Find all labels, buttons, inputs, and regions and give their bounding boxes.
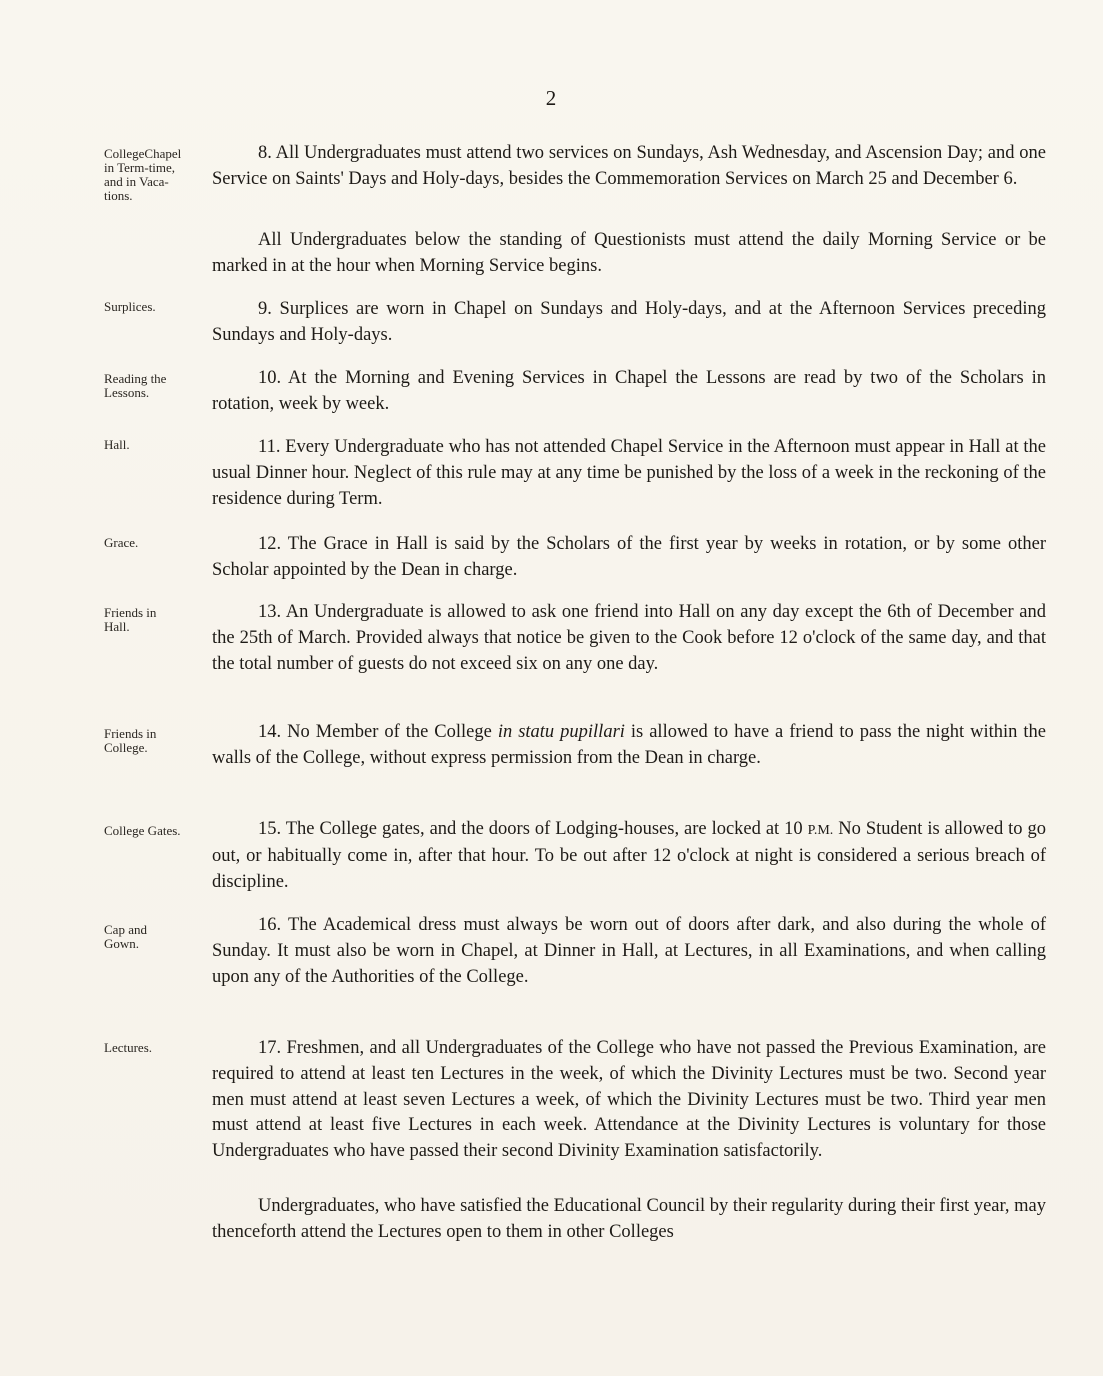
margin-note: Friends in Hall. [104,605,157,634]
paragraph: 8. All Undergraduates must attend two services on Sundays, Ash Wednesday, and Ascension Day; and one Service on Saints' Days and Holy-days, besides the Commemoration Services on March 25 and December 6. [212,143,1046,189]
margin-note: Cap and Gown. [104,922,147,951]
paragraph-text: No Student is allowed to go out, or habitually come in, after that hour. To be out after 12 o'clock at night is considered a serious breach of discipline. [212,819,1046,892]
margin-note: Hall. [104,437,130,452]
paragraph-text: 15. The College gates, and the doors of Lodging-houses, are locked at 10 [258,819,808,839]
margin-note: Friends in College. [104,726,157,755]
latin-phrase: in statu pupillari [497,722,625,742]
time-suffix: P.M. [807,823,834,838]
paragraph: 16. The Academical dress must always be worn out of doors after dark, and also during the whole of Sunday. It must also be worn in Chapel, at Dinner in Hall, at Lectures, in all Examinations, and when calling upon any of the Authorities of the College. [212,915,1046,987]
paragraph: 13. An Undergraduate is allowed to ask one friend into Hall on any day except the 6th of December and the 25th of March. Provided always that notice be given to the Cook before 12 o'clock of the same day, and that the total number of guests do not exceed six on any one day. [212,602,1046,674]
paragraph [212,720,1046,772]
paragraph: 10. At the Morning and Evening Services in Chapel the Lessons are read by two of the Scholars in rotation, week by week. [212,368,1046,414]
paragraph: 12. The Grace in Hall is said by the Scholars of the first year by weeks in rotation, or by some other Scholar appointed by the Dean in charge. [212,534,1046,580]
margin-note: Reading the Lessons. [104,371,167,400]
margin-note: Surplices. [104,299,156,314]
page-number: 2 [545,86,558,110]
margin-note: Grace. [104,535,139,550]
margin-note: Lectures. [104,1040,153,1055]
paragraph: Undergraduates, who have satisfied the Educational Council by their regularity during their first year, may thenceforth attend the Lectures open to them in other Colleges [212,1196,1047,1242]
paragraph [212,817,1046,895]
margin-note: College Gates. [104,823,181,838]
paragraph: 17. Freshmen, and all Undergraduates of the College who have not passed the Previous Examination, are required to attend at least ten Lectures in the week, of which the Divinity Lectures must be two. Second year men must attend at least seven Lectures a week, of which the Divinity Lectures must be two. Third year men must attend at least five Lectures in each week. Attendance at the Divinity Lectures is voluntary for those Undergraduates who have passed their second Divinity Examination satisfactorily. [212,1038,1046,1162]
paragraph: 9. Surplices are worn in Chapel on Sundays and Holy-days, and at the Afternoon Services preceding Sundays and Holy-days. [212,299,1046,345]
paragraph-text: is allowed to have a friend to pass the night within the walls of the College, without express permission from the Dean in charge. [212,722,1046,768]
paragraph-text: 14. No Member of the College [258,722,498,742]
margin-note: CollegeChapel in Term-time, and in Vaca- tions. [104,146,182,203]
paragraph: All Undergraduates below the standing of Questionists must attend the daily Morning Service or be marked in at the hour when Morning Service begins. [212,230,1046,276]
paragraph: 11. Every Undergraduate who has not attended Chapel Service in the Afternoon must appear in Hall at the usual Dinner hour. Neglect of this rule may at any time be punished by the loss of a week in the reckoning of the residence during Term. [212,437,1046,509]
